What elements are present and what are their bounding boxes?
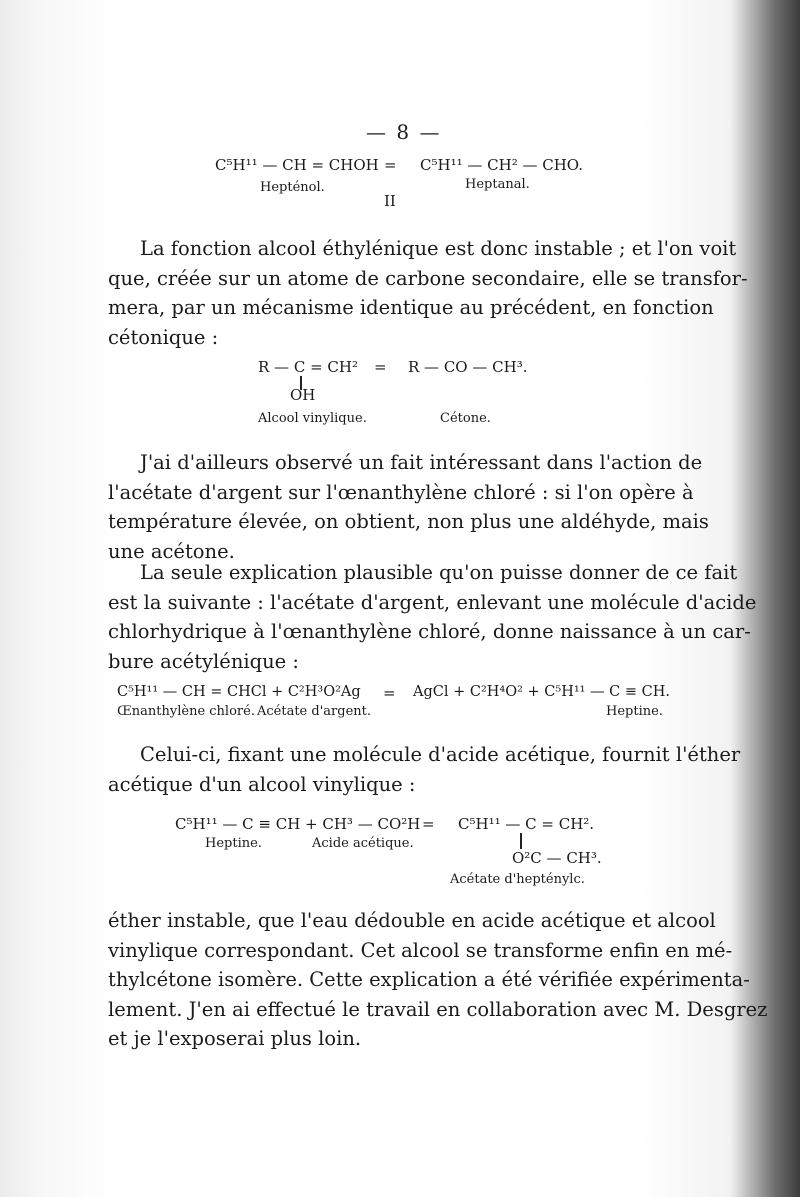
- label-acetate-argent: Acétate d'argent.: [257, 704, 371, 719]
- paragraph-line: thylcétone isomère. Cette explication a été vérifiée expérimenta-: [108, 968, 750, 991]
- equation-heptanal: C⁵H¹¹ — CH² — CHO.: [420, 156, 583, 174]
- paragraph-line: La seule explication plausible qu'on puisse donner de ce fait: [140, 561, 738, 584]
- equation-sign: =: [383, 684, 396, 702]
- paragraph-line: est la suivante : l'acétate d'argent, enlevant une molécule d'acide: [108, 590, 757, 614]
- equation-cetone: R — CO — CH³.: [408, 358, 528, 376]
- equation-heptenol: C⁵H¹¹ — CH = CHOH: [215, 156, 379, 174]
- hydroxyl-group: OH: [290, 386, 316, 404]
- equation-heptine-acid: C⁵H¹¹ — C ≡ CH + CH³ — CO²H: [175, 815, 421, 833]
- paragraph-2: [108, 448, 709, 566]
- paragraph-line: lement. J'en ai effectué le travail en collaboration avec M. Desgrez: [108, 997, 768, 1021]
- paragraph-line: vinylique correspondant. Cet alcool se transforme enfin en mé-: [108, 938, 733, 962]
- equation-sign: =: [422, 815, 435, 833]
- paragraph-line: cétonique :: [108, 325, 219, 349]
- equation-vinyl-alcohol: R — C = CH²: [258, 358, 358, 376]
- paragraph-line: mera, par un mécanisme identique au précédent, en fonction: [108, 296, 714, 319]
- paragraph-4: [108, 740, 741, 799]
- equation-sign: =: [374, 358, 387, 376]
- roman-numeral: II: [384, 192, 396, 210]
- equation-oenanthylene-reactants: C⁵H¹¹ — CH = CHCl + C²H³O²Ag: [117, 684, 361, 700]
- paragraph-line: éther instable, que l'eau dédouble en acide acétique et alcool: [108, 909, 716, 932]
- paragraph-3: [108, 558, 757, 676]
- paragraph-line: température élevée, on obtient, non plus une aldéhyde, mais: [108, 510, 709, 533]
- paragraph-line: Celui-ci, fixant une molécule d'acide acétique, fournit l'éther: [140, 743, 741, 766]
- label-alcool-vinylique: Alcool vinylique.: [258, 411, 367, 426]
- paragraph-line: une acétone.: [108, 539, 235, 563]
- bond-line: [520, 833, 522, 849]
- paragraph-line: et je l'exposerai plus loin.: [108, 1027, 362, 1050]
- label-cetone: Cétone.: [440, 411, 491, 426]
- paragraph-line: chlorhydrique à l'œnanthylène chloré, donne naissance à un car-: [108, 620, 751, 643]
- paragraph-line: que, créée sur un atome de carbone secondaire, elle se transfor-: [108, 266, 748, 290]
- paragraph-line: l'acétate d'argent sur l'œnanthylène chloré : si l'on opère à: [108, 480, 694, 504]
- equation-heptine-products: AgCl + C²H⁴O² + C⁵H¹¹ — C ≡ CH.: [413, 684, 670, 700]
- label-heptine: Heptine.: [205, 836, 262, 851]
- paragraph-1: [108, 234, 748, 352]
- equation-sign: =: [384, 156, 397, 174]
- paragraph-line: bure acétylénique :: [108, 649, 299, 673]
- paragraph-line: J'ai d'ailleurs observé un fait intéressant dans l'action de: [140, 451, 703, 474]
- label-acetate-heptenyle: Acétate d'hepténylc.: [450, 872, 585, 887]
- label-acide-acetique: Acide acétique.: [312, 836, 414, 851]
- equation-heptenyl-acetate: C⁵H¹¹ — C = CH².: [458, 815, 595, 833]
- label-heptenol: Hepténol.: [260, 180, 325, 195]
- label-oenanthylene-chlore: Œnanthylène chloré.: [117, 704, 255, 719]
- page-number: — 8 —: [366, 120, 442, 144]
- label-heptine: Heptine.: [606, 704, 663, 719]
- label-heptanal: Heptanal.: [465, 177, 530, 192]
- paragraph-5: [108, 906, 768, 1054]
- acetate-group: O²C — CH³.: [512, 849, 602, 867]
- paragraph-line: acétique d'un alcool vinylique :: [108, 772, 416, 796]
- paragraph-line: La fonction alcool éthylénique est donc instable ; et l'on voit: [140, 237, 737, 260]
